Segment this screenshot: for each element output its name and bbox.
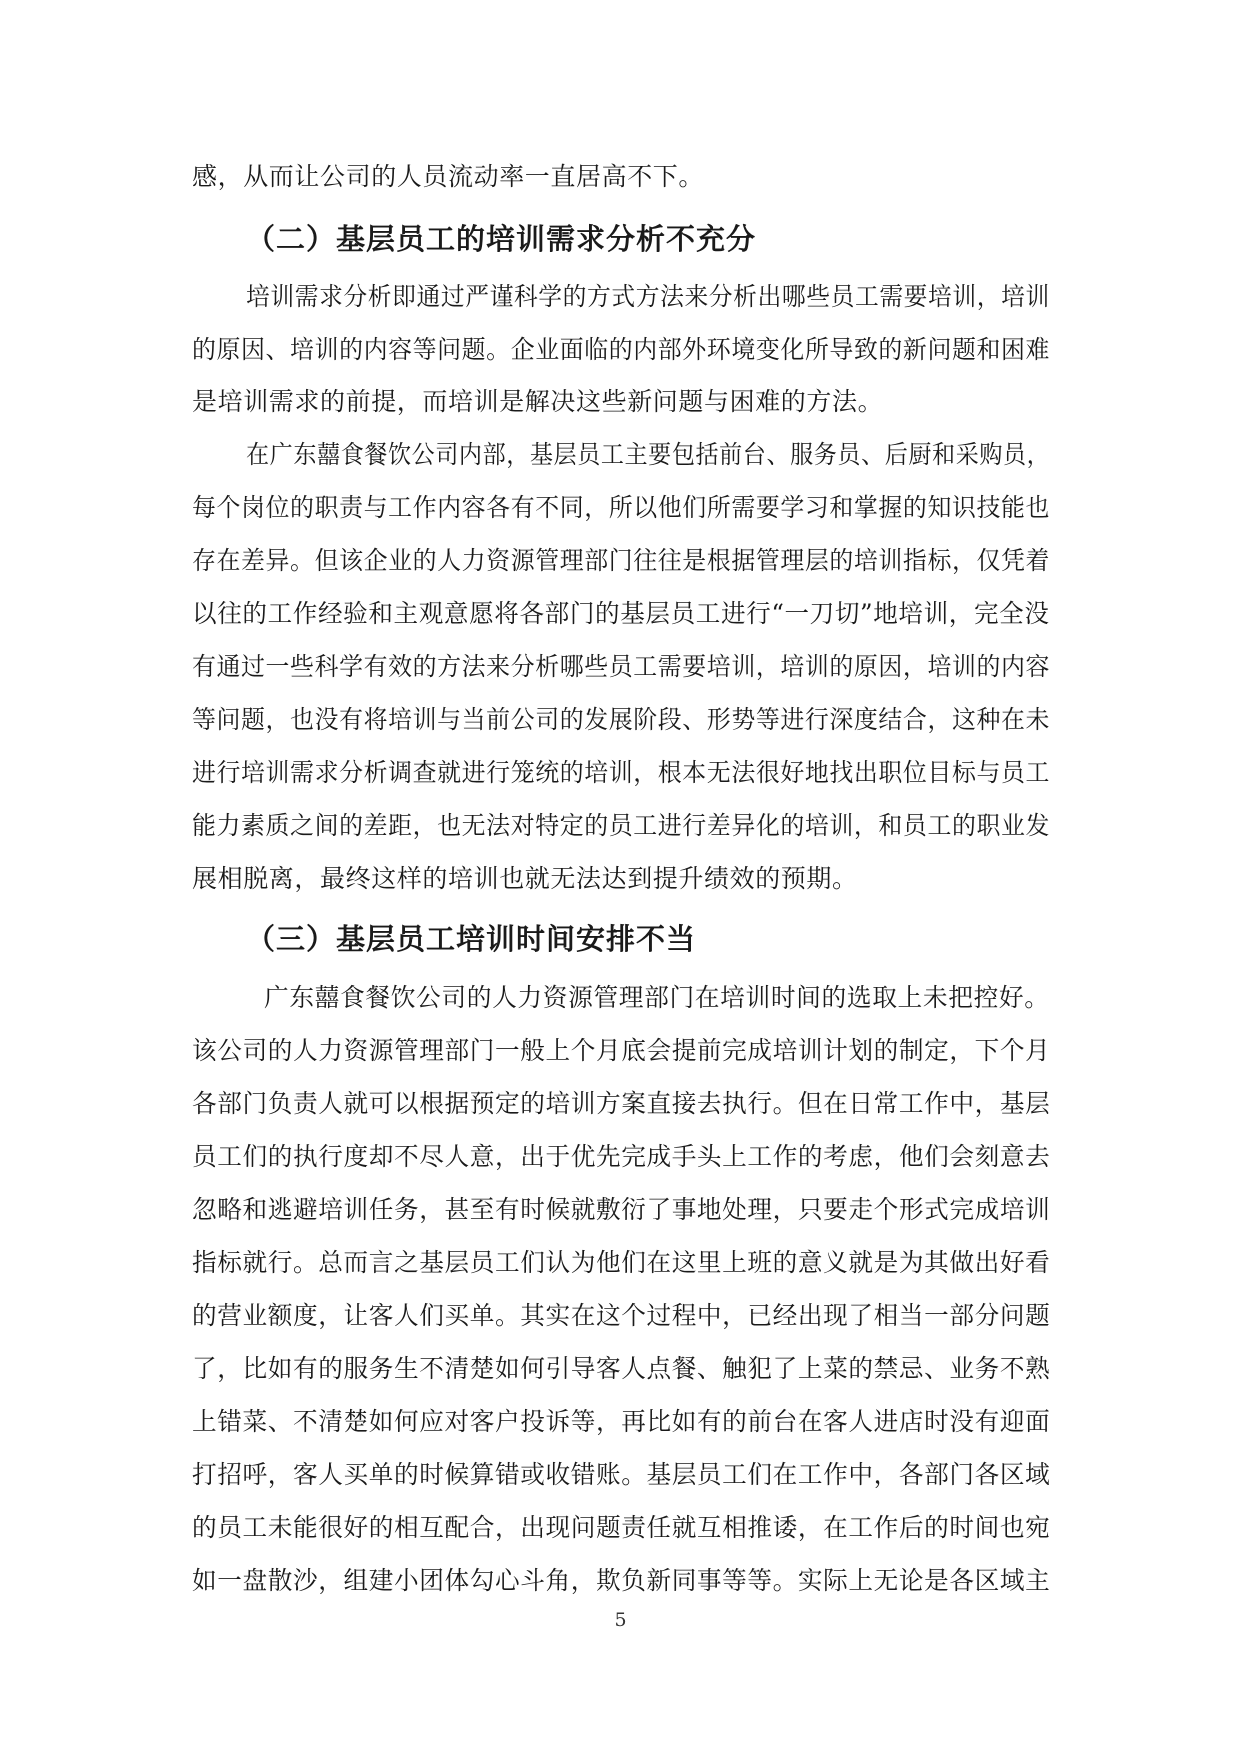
body-line: 能力素质之间的差距，也无法对特定的员工进行差异化的培训，和员工的职业发 (192, 811, 1051, 840)
body-line: 感，从而让公司的人员流动率一直居高不下。 (192, 162, 705, 191)
body-line: 的原因、培训的内容等问题。企业面临的内部外环境变化所导致的新问题和困难 (192, 335, 1051, 364)
body-line: 每个岗位的职责与工作内容各有不同，所以他们所需要学习和掌握的知识技能也 (192, 493, 1051, 522)
body-line: 展相脱离，最终这样的培训也就无法达到提升绩效的预期。 (192, 864, 858, 893)
body-line: 进行培训需求分析调查就进行笼统的培训，根本无法很好地找出职位目标与员工 (192, 758, 1051, 787)
section-heading: （二）基层员工的培训需求分析不充分 (246, 222, 757, 256)
section-heading: （三）基层员工培训时间安排不当 (246, 922, 697, 956)
body-line: 如一盘散沙，组建小团体勾心斗角，欺负新同事等等。实际上无论是各区域主 (192, 1566, 1051, 1595)
body-line: 等问题，也没有将培训与当前公司的发展阶段、形势等进行深度结合，这种在未 (192, 705, 1051, 734)
body-line: 员工们的执行度却不尽人意，出于优先完成手头上工作的考虑，他们会刻意去 (192, 1142, 1051, 1171)
body-line: 在广东囍食餐饮公司内部，基层员工主要包括前台、服务员、后厨和采购员， (246, 440, 1051, 469)
page-number: 5 (614, 1609, 627, 1631)
body-line: 培训需求分析即通过严谨科学的方式方法来分析出哪些员工需要培训，培训 (246, 282, 1050, 311)
body-line: 以往的工作经验和主观意愿将各部门的基层员工进行“一刀切”地培训，完全没 (192, 599, 1050, 628)
body-line: 指标就行。总而言之基层员工们认为他们在这里上班的意义就是为其做出好看 (192, 1248, 1051, 1277)
body-line: 的员工未能很好的相互配合，出现问题责任就互相推诿，在工作后的时间也宛 (192, 1513, 1051, 1542)
body-line: 存在差异。但该企业的人力资源管理部门往往是根据管理层的培训指标，仅凭着 (192, 546, 1051, 575)
body-line: 各部门负责人就可以根据预定的培训方案直接去执行。但在日常工作中，基层 (192, 1089, 1051, 1118)
body-line: 有通过一些科学有效的方法来分析哪些员工需要培训，培训的原因，培训的内容 (192, 652, 1051, 681)
body-line: 的营业额度，让客人们买单。其实在这个过程中，已经出现了相当一部分问题 (192, 1301, 1051, 1330)
body-line: 打招呼，客人买单的时候算错或收错账。基层员工们在工作中，各部门各区域 (192, 1460, 1051, 1489)
body-line: 该公司的人力资源管理部门一般上个月底会提前完成培训计划的制定，下个月 (192, 1036, 1051, 1065)
body-line: 上错菜、不清楚如何应对客户投诉等，再比如有的前台在客人进店时没有迎面 (192, 1407, 1051, 1436)
body-line: 是培训需求的前提，而培训是解决这些新问题与困难的方法。 (192, 387, 884, 416)
body-line: 忽略和逃避培训任务，甚至有时候就敷衍了事地处理，只要走个形式完成培训 (192, 1195, 1051, 1224)
body-line: 了，比如有的服务生不清楚如何引导客人点餐、触犯了上菜的禁忌、业务不熟 (192, 1354, 1051, 1383)
body-line: 广东囍食餐饮公司的人力资源管理部门在培训时间的选取上未把控好。 (264, 983, 1050, 1012)
